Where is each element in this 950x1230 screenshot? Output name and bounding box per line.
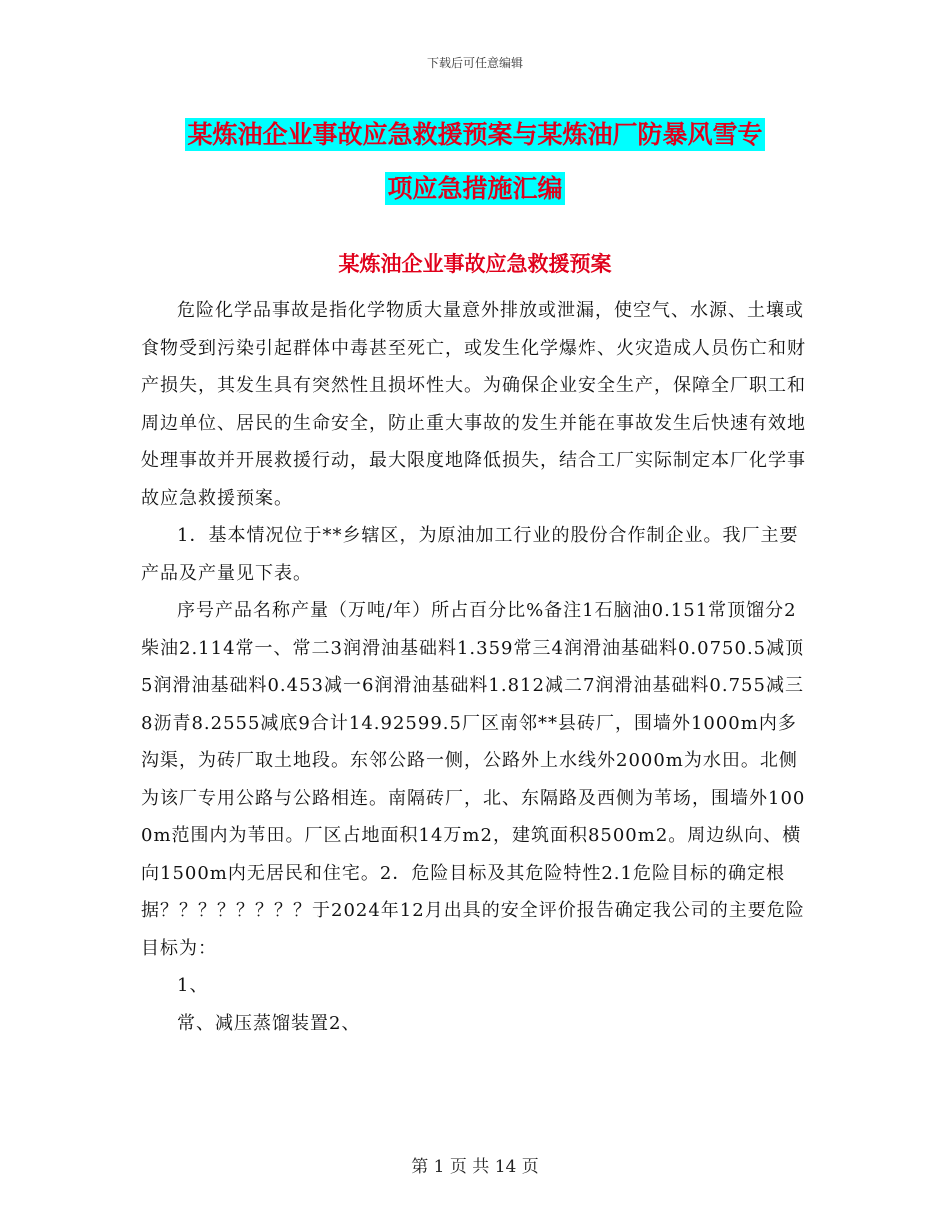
paragraph-basic-info: 1．基本情况位于**乡辖区，为原油加工行业的股份合作制企业。我厂主要产品及产量见下表。 [141, 525, 799, 584]
paragraph-list-item-1: 1、 [177, 975, 209, 996]
paragraph-product-table: 序号产品名称产量（万吨/年）所占百分比%备注1石脑油0.151常顶馏分2柴油2.114常一、常二3润滑油基础料1.359常三4润滑油基础料0.0750.5减顶5润滑油基础料0.453减一6润滑油基础料1.812减二7润滑油基础料0.755减三8沥青8.2555减底9合计14.92599.5厂区南邻**县砖厂，围墙外1000m内多沟渠，为砖厂取土地段。东邻公路一侧，公路外上水线外2000m为水田。北侧为该厂专用公路与公路相连。南隔砖厂，北、东隔路及西侧为苇场，围墙外1000m范围内为苇田。厂区占地面积14万m2，建筑面积8500m2。周边纵向、横向1500m内无居民和住宅。2．危险目标及其危险特性2.1危险目标的确定根据？？？？？？？？于2024年12月出具的安全评价报告确定我公司的主要危险目标为： [141, 600, 806, 959]
document-title-line-1: 某炼油企业事故应急救援预案与某炼油厂防暴风雪专 [187, 120, 763, 149]
paragraph-intro: 危险化学品事故是指化学物质大量意外排放或泄漏，使空气、水源、土壤或食物受到污染引起群体中毒甚至死亡，或发生化学爆炸、火灾造成人员伤亡和财产损失，其发生具有突然性且损坏性大。为确保企业安全生产，保障全厂职工和周边单位、居民的生命安全，防止重大事故的发生并能在事故发生后快速有效地处理事故并开展救援行动，最大限度地降低损失，结合工厂实际制定本厂化学事故应急救援预案。 [141, 300, 806, 509]
page-footer-number: 第 1 页 共 14 页 [411, 1157, 539, 1177]
document-title-line-2: 项应急措施汇编 [387, 174, 563, 203]
document-title [140, 108, 810, 216]
section-title: 某炼油企业事故应急救援预案 [338, 251, 612, 276]
page-header-note: 下载后可任意编辑 [426, 56, 523, 70]
document-body [141, 292, 811, 1042]
paragraph-list-item-2: 常、减压蒸馏装置2、 [177, 1012, 361, 1034]
